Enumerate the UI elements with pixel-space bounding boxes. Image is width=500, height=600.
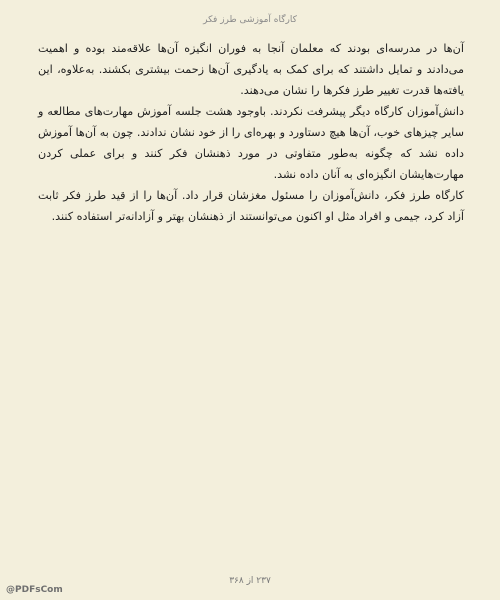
- paragraph-1: آن‌ها در مدرسه‌ای بودند که معلمان آنجا به فوران انگیزه آن‌ها علاقه‌مند بوده و اهمیت می‌دادند و تمایل داشتند که برای کمک به یادگیری آن‌ها زحمت بیشتری بکشند. به‌علاوه، این یافته‌ها قدرت تغییر طرز فکرها را نشان می‌دهند.: [38, 42, 464, 97]
- page-header-title: کارگاه آموزشی طرز فکر: [203, 15, 297, 25]
- paragraph-2: دانش‌آموزان کارگاه دیگر پیشرفت نکردند. باوجود هشت جلسه آموزش مهارت‌های مطالعه و سایر چیزهای خوب، آن‌ها هیچ دستاورد و بهره‌ای را از خود نشان ندادند. چون به آن‌ها آموزش داده نشد که چگونه به‌طور متفاوتی در مورد ذهنشان فکر کنند و برای عملی کردن مهارت‌هایشان انگیزه‌ای به آنان داده نشد.: [38, 105, 464, 181]
- body-text: [38, 38, 464, 227]
- page-number: ۲۳۷ از ۳۶۸: [229, 576, 271, 586]
- paragraph-3: کارگاه طرز فکر، دانش‌آموزان را مسئول مغزشان قرار داد. آن‌ها را از قید طرز فکر ثابت آزاد کرد، جیمی و افراد مثل او اکنون می‌توانستند از ذهنشان بهتر و آزادانه‌تر استفاده کنند.: [38, 189, 464, 223]
- watermark-logo: @PDFsCom: [6, 585, 63, 595]
